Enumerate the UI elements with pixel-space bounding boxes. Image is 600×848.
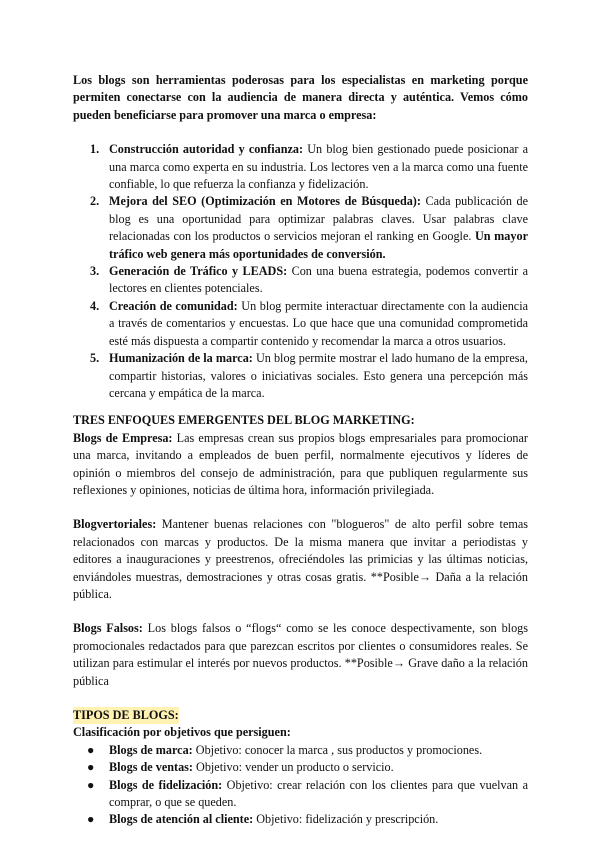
list-item bbox=[73, 193, 528, 263]
tipos-heading-line bbox=[73, 707, 528, 724]
list-number: 1. bbox=[90, 142, 100, 157]
benefit-text: Un blog bien gestionado puede posicionar a una marca como experta en su industria. Los lectores ven a la marca como una fuente confiable, lo que refuerza la confianza y fidelización. bbox=[109, 142, 529, 192]
approach-title: Blogs Falsos: bbox=[73, 621, 143, 636]
approach-paragraph bbox=[73, 620, 528, 690]
benefit-text: Un blog permite mostrar el lado humano de la empresa, compartir historias, valores o iniciativas sociales. Esto genera una percepción más cercana y empática de la marca. bbox=[109, 351, 528, 400]
list-number: 5. bbox=[90, 351, 100, 366]
intro-paragraph: Los blogs son herramientas poderosas para los especialistas en marketing porque permiten conectarse con la audiencia de manera directa y auténtica. Vemos cómo pueden beneficiarse para promover una marca o empresa: bbox=[73, 73, 528, 122]
approach-paragraph bbox=[73, 430, 528, 500]
blog-type-text: Objetivo: conocer la marca , sus productos y promociones. bbox=[192, 742, 483, 757]
list-item bbox=[73, 298, 528, 350]
benefit-emphasis: Un mayor tráfico web genera más oportunidades de conversión. bbox=[109, 229, 528, 261]
blog-types-list bbox=[73, 742, 528, 829]
blog-type-text: Objetivo: crear relación con los clientes para que vuelvan a comprar, o que se queden. bbox=[109, 777, 528, 810]
benefit-title: Generación de Tráfico y LEADS: bbox=[109, 264, 288, 279]
list-item bbox=[73, 742, 528, 759]
list-number: 4. bbox=[90, 298, 100, 313]
list-item bbox=[73, 759, 528, 776]
list-item bbox=[73, 811, 528, 828]
list-number: 3. bbox=[90, 264, 100, 279]
benefits-list bbox=[73, 141, 528, 402]
classification-heading: Clasificación por objetivos que persiguen: bbox=[73, 725, 291, 740]
list-item bbox=[73, 777, 528, 812]
approach-text: Las empresas crean sus propios blogs empresariales para promocionar una marca, invitando a empleados de buen perfil, normalmente ejecutivos y líderes de opinión o miembros del consejo de administración, para que publiquen regularmente sus reflexiones y opiniones, noticias de última hora, información privilegiada. bbox=[73, 430, 528, 497]
section-heading: TRES ENFOQUES EMERGENTES DEL BLOG MARKETING: bbox=[73, 413, 415, 428]
blog-type-title: Blogs de marca: bbox=[109, 742, 193, 757]
approach-text: Los blogs falsos o “flogs“ como se les conoce despectivamente, son blogs promocionales redactados para que parezcan escritos por clientes o consumidores reales. Se utilizan para estimular el interés por nuevos productos. **Posible→ Grave daño a la relación pública bbox=[73, 621, 528, 688]
benefit-text: Cada publicación de blog es una oportunidad para optimizar palabras claves. Usar palabras clave relacionadas con los productos o servicios mejoran el ranking en Google. bbox=[109, 194, 528, 244]
list-item bbox=[73, 141, 528, 193]
benefit-title: Mejora del SEO (Optimización en Motores de Búsqueda): bbox=[109, 194, 421, 209]
blog-type-text: Objetivo: vender un producto o servicio. bbox=[192, 760, 394, 775]
tipos-heading: TIPOS DE BLOGS: bbox=[73, 707, 179, 724]
benefit-title: Construcción autoridad y confianza: bbox=[109, 142, 304, 157]
blog-type-text: Objetivo: fidelización y prescripción. bbox=[253, 812, 439, 827]
benefit-title: Creación de comunidad: bbox=[109, 298, 238, 313]
approach-title: Blogvertoriales: bbox=[73, 517, 157, 532]
list-item bbox=[73, 263, 528, 298]
bullet-icon: ● bbox=[87, 777, 95, 792]
bullet-icon: ● bbox=[87, 742, 95, 757]
approach-text: Mantener buenas relaciones con "blogueros" de alto perfil sobre temas relacionados con marcas y productos. De la misma manera que invitar a periodistas y editores a inauguraciones y preestrenos, ofreciéndoles las primicias y las últimas noticias, enviándoles muestras, demostraciones y otras cosas gratis. **Posible→ Daña a la relación pública. bbox=[73, 517, 528, 601]
blog-type-title: Blogs de atención al cliente: bbox=[109, 812, 254, 827]
approach-title: Blogs de Empresa: bbox=[73, 430, 173, 445]
approach-paragraph bbox=[73, 516, 528, 603]
bullet-icon: ● bbox=[87, 760, 95, 775]
bullet-icon: ● bbox=[87, 812, 95, 827]
list-item bbox=[73, 350, 528, 402]
blog-type-title: Blogs de ventas: bbox=[109, 760, 193, 775]
benefit-text: Con una buena estrategia, podemos convertir a lectores en clientes potenciales. bbox=[109, 264, 528, 296]
blog-type-title: Blogs de fidelización: bbox=[109, 777, 223, 792]
benefit-title: Humanización de la marca: bbox=[109, 351, 253, 366]
benefit-text: Un blog permite interactuar directamente con la audiencia a través de comentarios y encuestas. Lo que hace que una comunidad comprometida esté más dispuesta a compartir contenido y recomendar la marca a otros usuarios. bbox=[109, 298, 529, 348]
list-number: 2. bbox=[90, 194, 100, 209]
